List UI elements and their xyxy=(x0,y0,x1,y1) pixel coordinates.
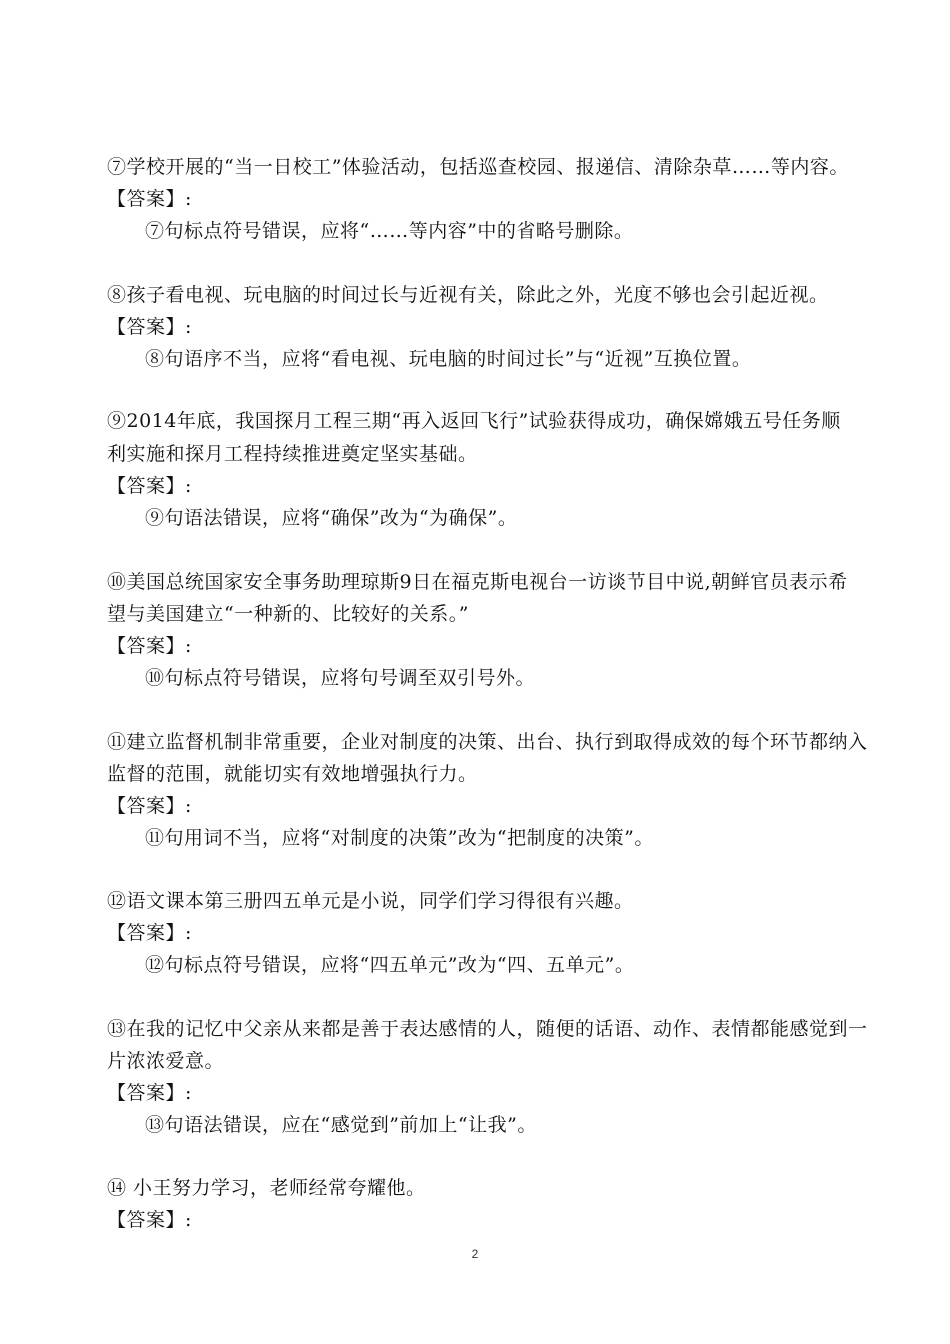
question-14-line-1: ⑭ 小王努力学习，老师经常夸耀他。 xyxy=(107,1177,426,1199)
question-13-line-2: 片浓浓爱意。 xyxy=(107,1050,225,1072)
question-8-line-1: ⑧孩子看电视、玩电脑的时间过长与近视有关，除此之外，光度不够也会引起近视。 xyxy=(107,284,829,306)
answer-13: ⑬句语法错误，应在“感觉到”前加上“让我”。 xyxy=(145,1114,537,1136)
question-9-line-2: 利实施和探月工程持续推进奠定坚实基础。 xyxy=(107,443,478,465)
answer-label-13: 【答案】: xyxy=(107,1082,192,1104)
question-7-line-1: ⑦学校开展的“当一日校工”体验活动，包括巡查校园、报递信、清除杂草……等内容。 xyxy=(107,156,849,178)
answer-7: ⑦句标点符号错误，应将“……等内容”中的省略号删除。 xyxy=(145,220,634,242)
question-11-line-2: 监督的范围，就能切实有效地增强执行力。 xyxy=(107,763,478,785)
answer-label-14: 【答案】: xyxy=(107,1209,192,1231)
question-9-line-1: ⑨2014年底，我国探月工程三期“再入返回飞行”试验获得成功，确保嫦娥五号任务顺 xyxy=(107,410,841,432)
answer-label-11: 【答案】: xyxy=(107,795,192,817)
question-10-line-2: 望与美国建立“一种新的、比较好的关系。” xyxy=(107,603,469,625)
answer-8: ⑧句语序不当，应将“看电视、玩电脑的时间过长”与“近视”互换位置。 xyxy=(145,348,752,370)
answer-11: ⑪句用词不当，应将“对制度的决策”改为“把制度的决策”。 xyxy=(145,827,654,849)
question-11-line-1: ⑪建立监督机制非常重要，企业对制度的决策、出台、执行到取得成效的每个环节都纳入 xyxy=(107,731,868,753)
question-12-line-1: ⑫语文课本第三册四五单元是小说，同学们学习得很有兴趣。 xyxy=(107,890,634,912)
answer-label-7: 【答案】: xyxy=(107,188,192,210)
question-13-line-1: ⑬在我的记忆中父亲从来都是善于表达感情的人，随便的话语、动作、表情都能感觉到一 xyxy=(107,1018,868,1040)
question-10-line-1: ⑩美国总统国家安全事务助理琼斯9日在福克斯电视台一访谈节目中说,朝鲜官员表示希 xyxy=(107,571,848,593)
answer-10: ⑩句标点符号错误，应将句号调至双引号外。 xyxy=(145,667,536,689)
page-number: 2 xyxy=(471,1247,479,1261)
answer-9: ⑨句语法错误，应将“确保”改为“为确保”。 xyxy=(145,507,518,529)
answer-label-9: 【答案】: xyxy=(107,475,192,497)
answer-12: ⑫句标点符号错误，应将“四五单元”改为“四、五单元”。 xyxy=(145,954,635,976)
answer-label-10: 【答案】: xyxy=(107,635,192,657)
answer-label-8: 【答案】: xyxy=(107,316,192,338)
answer-label-12: 【答案】: xyxy=(107,922,192,944)
